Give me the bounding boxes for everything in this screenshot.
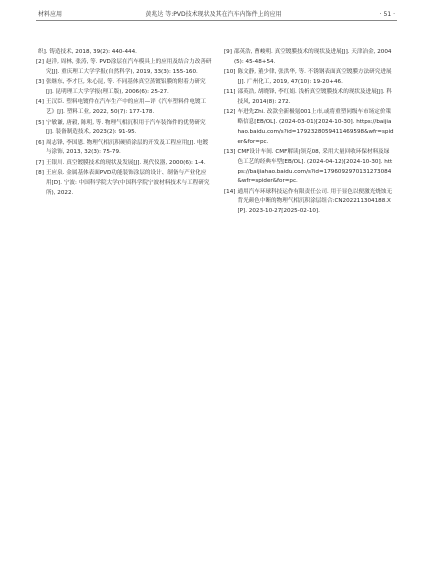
- reference-item: [36, 169, 212, 198]
- reference-item: [224, 48, 394, 68]
- references-left-column: [36, 48, 212, 199]
- reference-item: [224, 188, 394, 217]
- reference-text: 张继东, 李才巨, 朱心昆, 等. 不同基体真空蒸镀铝膜的附着力研究[J]. 昆明理工大学学报(理工版), 2006(6): 25-27.: [45, 79, 206, 96]
- reference-item: [224, 148, 394, 187]
- reference-item: [36, 48, 212, 58]
- reference-number: [13]: [224, 148, 236, 155]
- reference-item: [36, 139, 212, 159]
- reference-item: [36, 119, 212, 139]
- reference-text: 王汉臣. 塑料电镀件在汽车生产中的应用—评《汽车塑料件电镀工艺》[J]. 塑料工业, 2022, 50(7): 177-178.: [45, 99, 207, 116]
- reference-text: 王银川. 真空镀膜技术的现状及发展[J]. 现代仪器, 2000(6): 1-4.: [45, 159, 206, 166]
- reference-item: [36, 78, 212, 98]
- reference-text: 邵英浩, 曹峻明. 真空镀膜技术的现状及进展[J]. 天津冶金, 2004(5): 45-48+54.: [233, 49, 392, 65]
- reference-number: [12]: [224, 109, 236, 116]
- reference-text: 邵英浩, 胡晓锋, 李红娟. 浅析真空镀膜技术的现状及进展[J]. 科技风, 2014(8): 272.: [237, 89, 392, 105]
- reference-number: [14]: [224, 188, 236, 195]
- reference-text: 陈文静, 董少律, 张洪华, 等. 不锈钢表面真空镀膜方法研究进展[J]. 广州化工, 2019, 47(10): 19-20+46.: [237, 69, 392, 85]
- header-rule: [36, 20, 397, 21]
- reference-number: [5]: [36, 119, 44, 126]
- reference-number: [7]: [36, 159, 44, 166]
- reference-number: [2]: [36, 59, 44, 66]
- reference-item: [36, 98, 212, 118]
- reference-number: [8]: [36, 170, 44, 177]
- page-number: · 51 ·: [379, 11, 395, 18]
- reference-number: [6]: [36, 139, 44, 146]
- reference-number: [3]: [36, 79, 44, 86]
- running-header-title: 黄兆达 等:PVD技术现状及其在汽车内饰件上的应用: [145, 11, 282, 18]
- reference-number: [10]: [224, 69, 236, 76]
- reference-text: 织]. 铸造技术, 2018, 39(2): 440-444.: [38, 49, 137, 55]
- reference-text: 赵洋, 周林, 张涛, 等. PVD涂层在汽车模具上的应用及结合力改善研究[J]. 重庆理工大学学报(自然科学), 2019, 33(3): 155-160.: [45, 59, 212, 76]
- reference-number: [9]: [224, 49, 232, 55]
- reference-number: [4]: [36, 99, 44, 106]
- reference-item: [36, 159, 212, 169]
- reference-text: 宁敏谦, 唐毅, 陈明, 等. 物理气相沉积用于汽车装饰件的优势研究[J]. 装备制造技术, 2023(2): 91-95.: [45, 119, 206, 136]
- reference-text: CMF设计车间. CMF解读|领克08, 采用大量回收环保材料及绿色工艺的经典车型[EB/OL]. (2024-04-12)[2024-10-30]. https://baijiahao.baidu.com/s?id=1796092970131273084&wfr=spider&for=pc.: [237, 148, 393, 185]
- references-right-column: [224, 48, 394, 218]
- reference-item: [224, 88, 394, 108]
- reference-item: [224, 68, 394, 88]
- reference-text: 周志锋, 李国恩. 物理气相沉积硬质涂层的开发及工程应用[J]. 电镀与涂饰, 2013, 32(3): 75-79.: [45, 139, 209, 156]
- reference-text: 车进先Zhi. 改款全新极氪001上市,或将重塑同级车市场定价策略信息[EB/OL]. (2024-03-01)[2024-10-30]. https://baijiahao.baidu.com/s?id=1792328059411469598&wfr=spider&for=pc.: [237, 109, 394, 145]
- reference-number: [11]: [224, 89, 236, 96]
- reference-item: [36, 58, 212, 78]
- reference-item: [224, 108, 394, 147]
- reference-text: 通用汽车环球科技运作有限责任公司. 用于显色以便激光烧蚀无背光颜色中断的物理气相沉积涂层组合:CN202211304188.X[P]. 2023-10-27[2025-02-10].: [237, 188, 393, 215]
- running-header-journal: 材料应用: [38, 11, 63, 18]
- reference-text: 王应泉. 金属基体表面PVD功能装饰涂层的设计、制备与产业化应用[D]. 宁波: 中国科学院大学(中国科学院宁波材料技术与工程研究所), 2022.: [45, 170, 210, 196]
